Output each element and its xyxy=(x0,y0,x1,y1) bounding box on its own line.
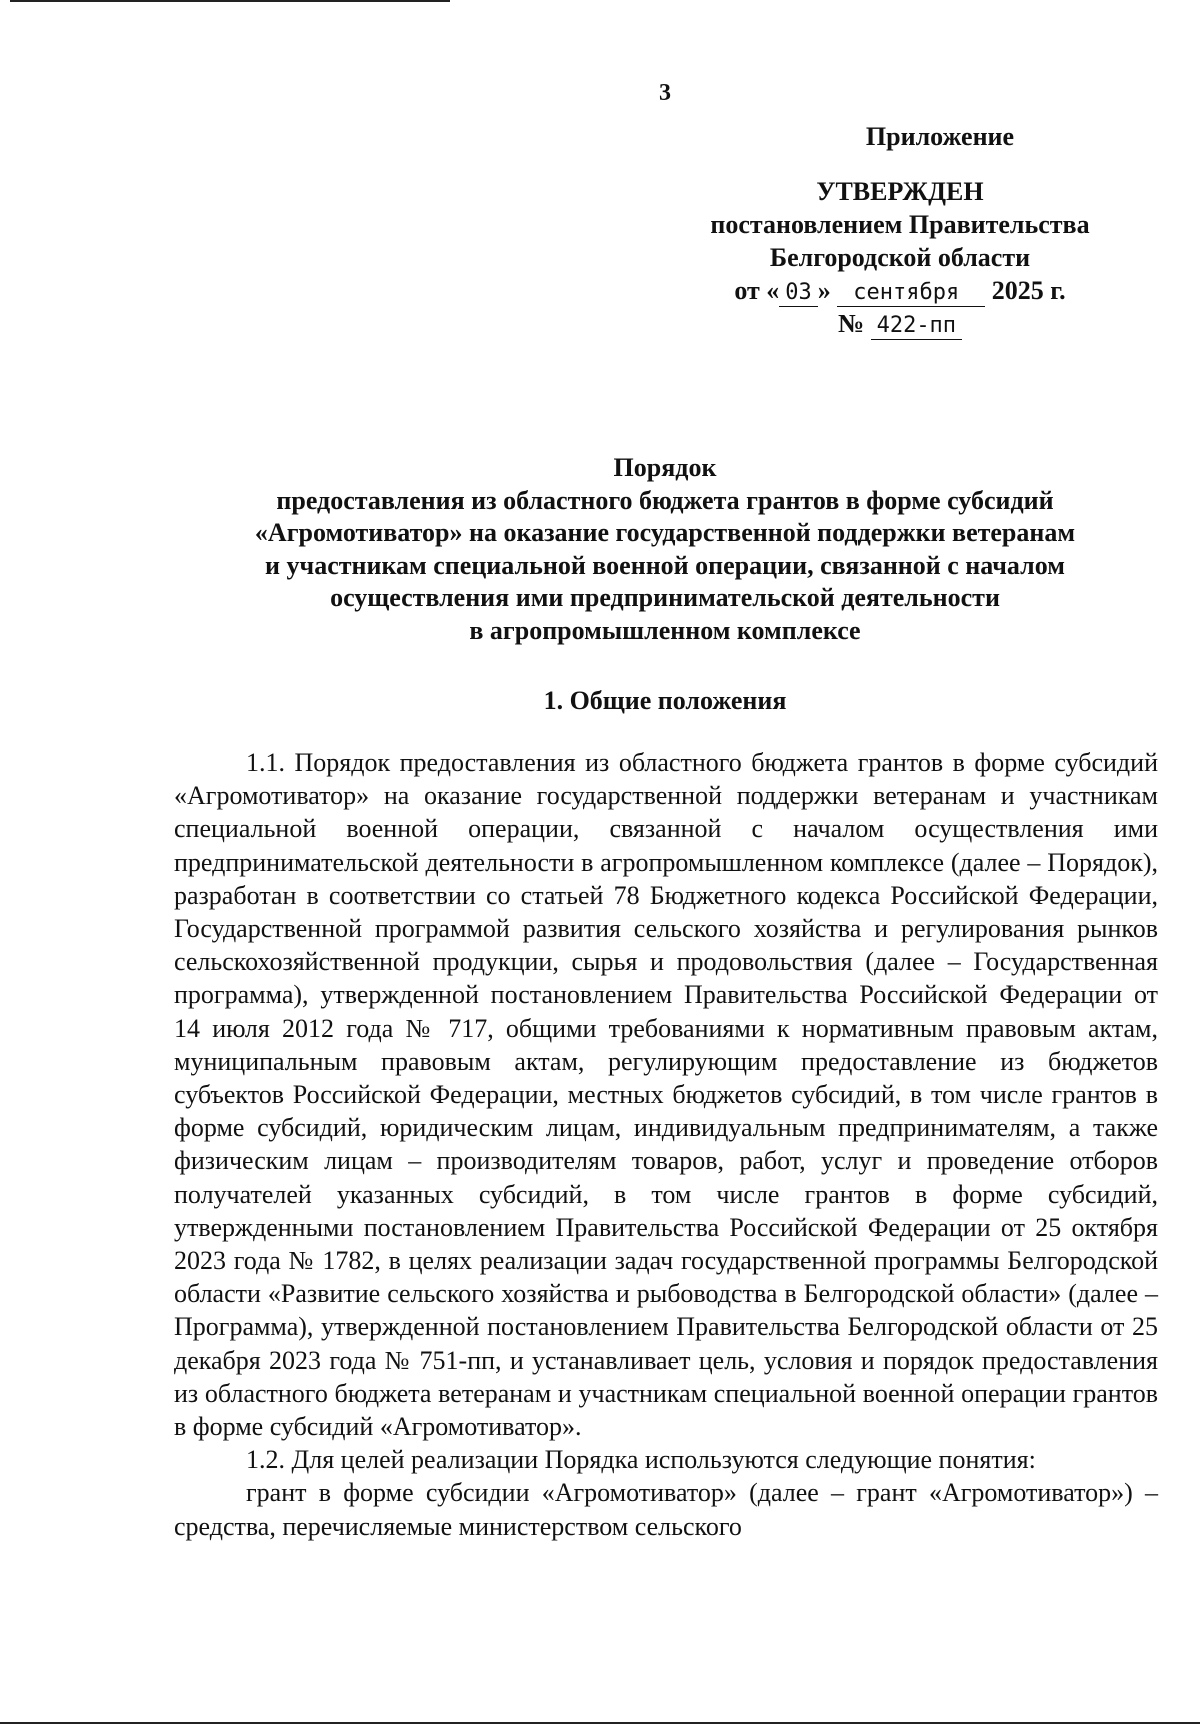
paragraph-definition: грант в форме субсидии «Агромотиватор» (далее – грант «Агромотиватор») – средства, перечисляемые министерством сельского xyxy=(174,1478,1158,1541)
number-prefix: № xyxy=(837,309,865,338)
approval-number xyxy=(600,307,1200,340)
paragraph-1-2: 1.2. Для целей реализации Порядка используются следующие понятия: xyxy=(246,1445,1036,1475)
paragraph-1-1: 1.1. Порядок предоставления из областного бюджета грантов в форме субсидий «Агромотиватор» на оказание государственной поддержки ветеранам и участникам специальной военной операции, связанной с началом осуществления ими предпринимательской деятельности в агропромышленном комплексе (далее – Порядок), разработан в соответствии со статьей 78 Бюджетного кодекса Российской Федерации, Государственной программой развития сельского хозяйства и регулирования рынков сельскохозяйственной продукции, сырья и продовольствия (далее – Государственная программа), утвержденной постановлением Правительства Российской Федерации от 14 июля 2012 года № 717, общими требованиями к нормативным правовым актам, муниципальным правовым актам, регулирующим предоставление из бюджетов субъектов Российской Федерации, местных бюджетов субсидий, в том числе грантов в форме субсидий, юридическим лицам, индивидуальным предпринимателям, а также физическим лицам – производителям товаров, работ, услуг и проведение отборов получателей указанных субсидий, в том числе грантов в форме субсидий, утвержденными постановлением Правительства Российской Федерации от 25 октября 2023 года № 1782, в целях реализации задач государственной программы Белгородской области «Развитие сельского хозяйства и рыбоводства в Белгородской области» (далее – Программа), утвержденной постановлением Правительства Белгородской области от 25 декабря 2023 года № 751-пп, и устанавливает цель, условия и порядок предоставления из областного бюджета ветеранам и участникам специальной военной операции грантов в форме субсидий «Агромотиватор». xyxy=(174,748,1158,1442)
date-month: сентября xyxy=(837,280,985,307)
approved-label: УТВЕРЖДЕН xyxy=(816,177,984,206)
page-number: 3 xyxy=(659,80,671,106)
approval-line-1: постановлением Правительства xyxy=(710,210,1090,239)
title-line-5: в агропромышленном комплексе xyxy=(469,615,861,645)
section-title: 1. Общие положения xyxy=(543,686,787,715)
approval-block xyxy=(600,120,1200,340)
approval-date xyxy=(600,274,1200,307)
title-line-2: «Агромотиватор» на оказание государственной поддержки ветеранам xyxy=(254,518,1076,547)
scan-edge-top xyxy=(10,0,450,2)
title-line-4: осуществления ими предпринимательской деятельности xyxy=(330,583,1000,612)
body-text xyxy=(174,746,1158,1543)
title-line-3: и участникам специальной военной операции, связанной с началом xyxy=(265,550,1065,580)
date-prefix: от « xyxy=(734,276,780,305)
date-quote-close: » xyxy=(817,276,831,305)
approval-line-2: Белгородской области xyxy=(769,243,1031,272)
date-day: 03 xyxy=(779,280,818,307)
title-line-1: предоставления из областного бюджета грантов в форме субсидий xyxy=(276,485,1054,515)
appendix-label: Приложение xyxy=(865,122,1015,151)
title-heading: Порядок xyxy=(613,453,717,482)
date-year: 2025 г. xyxy=(991,276,1066,305)
number-value: 422-пп xyxy=(871,313,962,340)
document-title xyxy=(160,452,1170,647)
